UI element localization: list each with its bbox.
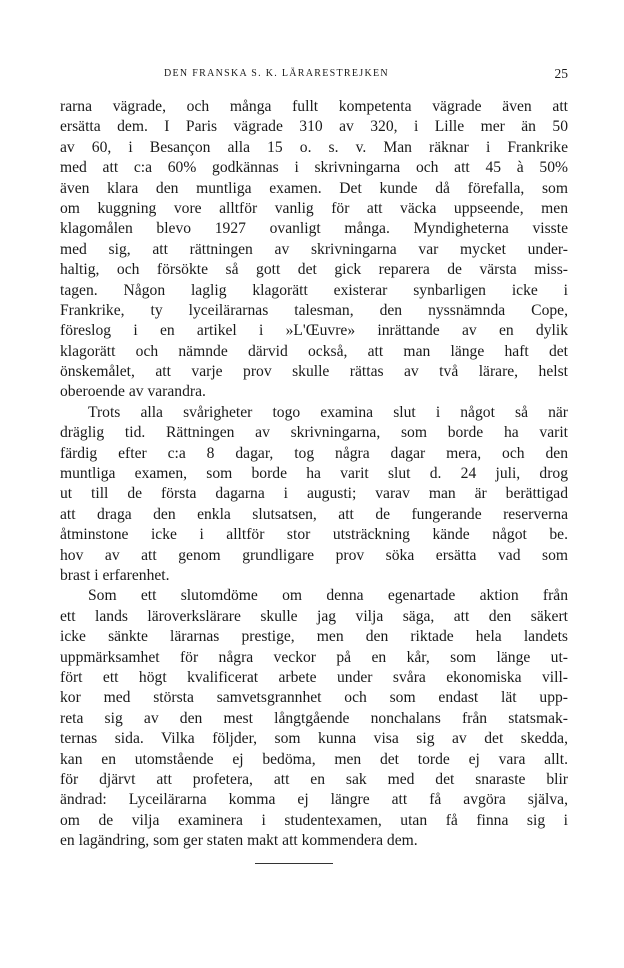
text-line: rarna vägrade, och många fullt kompetenta vägrade även att <box>60 98 568 115</box>
text-line: om kuggning vore alltför vanlig för att väcka uppseende, men <box>60 199 568 217</box>
running-title: DEN FRANSKA S. K. LÄRARESTREJKEN <box>164 68 389 79</box>
text-line: att draga den enkla slutsatsen, att de fungerande reserverna <box>60 505 568 523</box>
text-line: om de vilja examinera i studentexamen, utan få finna sig i <box>60 811 568 829</box>
text-line: färdig efter c:a 8 dagar, tog några dagar mera, och den <box>60 444 568 462</box>
text-line: dräglig tid. Rättningen av skrivningarna, som borde ha varit <box>60 424 568 442</box>
text-line: ändrad: Lyceilärarna komma ej längre att få avgöra själva, <box>60 791 568 809</box>
text-line: Som ett slutomdöme om denna egenartade aktion från <box>88 587 568 605</box>
text-line: ut till de första dagarna i augusti; varav man är berättigad <box>60 485 568 503</box>
text-line: ett lands läroverkslärare skulle jag vilja säga, att den säkert <box>60 607 568 625</box>
text-line: brast i erfarenhet. <box>60 566 170 584</box>
text-line: med sig, att rättningen av skrivningarna var mycket under- <box>60 240 568 258</box>
text-line: Trots alla svårigheter togo examina slut i något så när <box>88 403 568 421</box>
text-line: klagorätt och nämnde därvid också, att man länge haft det <box>60 342 568 360</box>
text-line: åtminstone icke i alltför stor utsträckning kände något be. <box>60 526 568 544</box>
text-line: klagomålen blevo 1927 ovanligt många. Myndigheterna visste <box>60 220 568 238</box>
page-number: 25 <box>554 66 568 81</box>
text-line: uppmärksamhet för några veckor på en kår, som länge ut- <box>60 648 568 666</box>
text-line: haltig, och försökte så gott det gick reparera de värsta miss- <box>60 261 568 279</box>
text-line: icke sänkte lärarnas prestige, men den riktade hela landets <box>60 628 568 646</box>
body-text <box>60 97 568 851</box>
text-line: tagen. Någon laglig klagorätt existerar synbarligen icke i <box>60 281 568 299</box>
text-line: ternas sida. Vilka följder, som kunna visa sig av det skedda, <box>60 730 568 748</box>
text-line: föreslog i en artikel i »L'Œuvre» inrättande av en dylik <box>60 322 568 340</box>
paragraph-3 <box>60 586 568 851</box>
text-line: kan en utomstående ej bedöma, men det torde ej vara allt. <box>60 750 568 768</box>
text-line: muntliga examen, som borde ha varit slut d. 24 juli, drog <box>60 465 568 483</box>
text-line: även klara den muntliga examen. Det kunde då förefalla, som <box>60 179 568 197</box>
text-line: med att c:a 60% godkännas i skrivningarna och att 45 à 50% <box>60 159 568 177</box>
running-head <box>60 68 568 82</box>
text-line: oberoende av varandra. <box>60 383 206 401</box>
text-line: hov av att genom grundligare prov söka ersätta vad som <box>60 546 568 564</box>
text-line: Frankrike, ty lyceilärarnas talesman, den nyssnämnda Cope, <box>60 301 568 319</box>
text-line: för djärvt att profetera, att en sak med det snaraste blir <box>60 770 568 788</box>
text-line: önskemålet, att varje prov skulle rättas av två lärare, helst <box>60 363 568 381</box>
paragraph-2 <box>60 403 568 587</box>
text-line: av 60, i Besançon alla 15 o. s. v. Man räknar i Frankrike <box>60 138 568 156</box>
text-line: ersätta dem. I Paris vägrade 310 av 320, i Lille mer än 50 <box>60 118 568 136</box>
text-line: kor med största samvetsgrannhet och som endast lät upp- <box>60 689 568 707</box>
paragraph-1 <box>60 97 568 403</box>
text-line: en lagändring, som ger staten makt att kommendera dem. <box>60 832 418 850</box>
end-rule <box>255 863 333 864</box>
text-line: reta sig av den mest långtgående nonchalans från statsmak- <box>60 709 568 727</box>
text-line: fört ett högt kvalificerat arbete under svåra ekonomiska vill- <box>60 668 568 686</box>
